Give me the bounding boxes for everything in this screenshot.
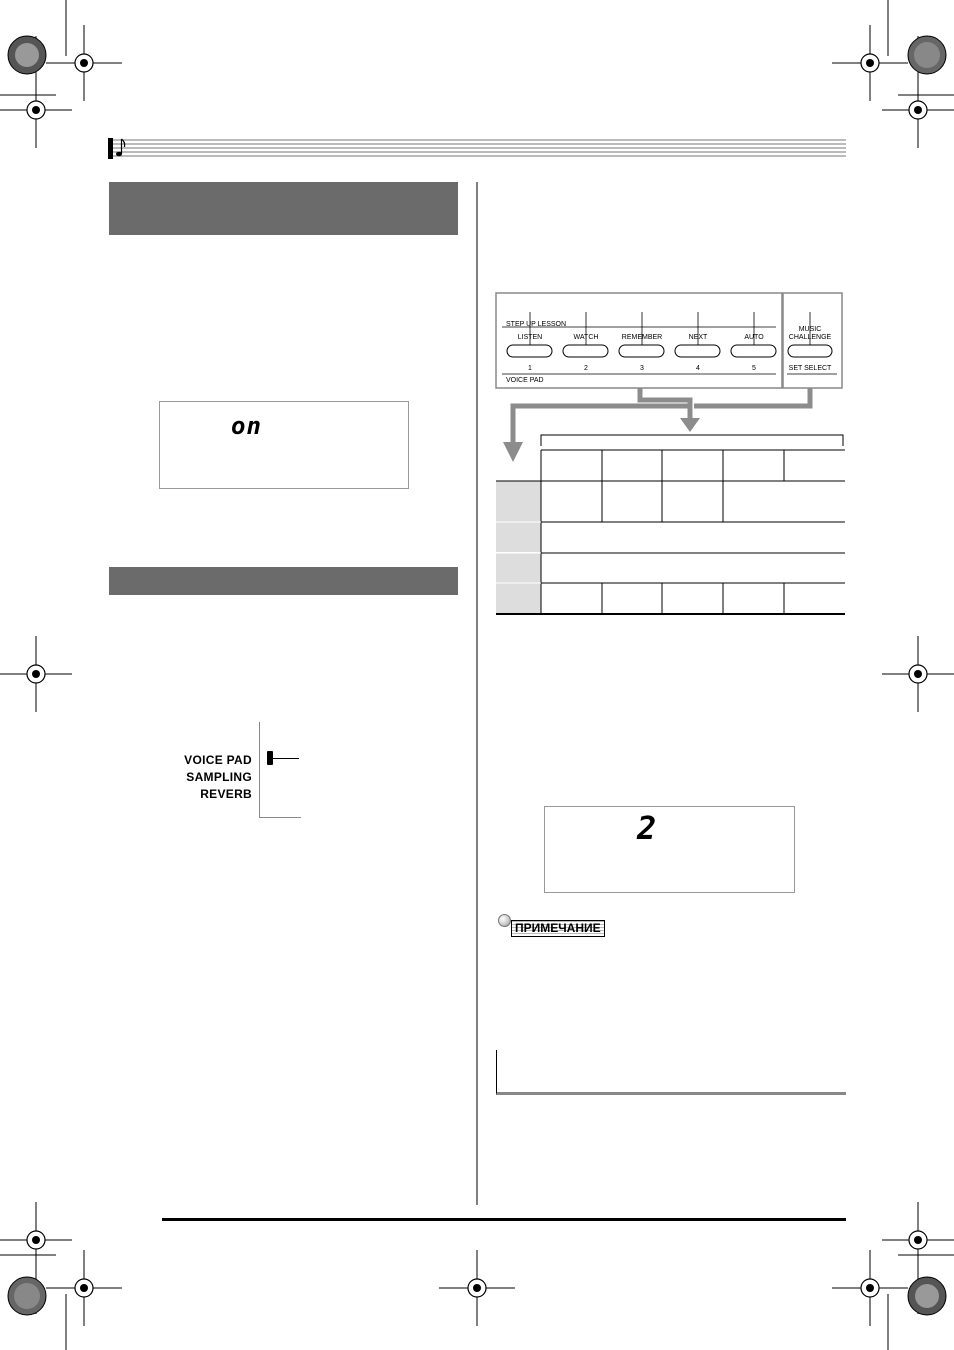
section-header-bar	[109, 182, 458, 235]
switch-label-sampling: SAMPLING	[186, 770, 252, 784]
arrow-path-b	[694, 388, 810, 406]
music-challenge-button[interactable]	[788, 345, 832, 357]
arrow-path-a	[640, 388, 690, 418]
switch-label-reverb: REVERB	[200, 787, 252, 801]
listen-button[interactable]	[507, 345, 552, 357]
auto-label: AUTO	[744, 334, 764, 341]
step-up-lesson-label: STEP UP LESSON	[506, 321, 567, 328]
arrow-head-left	[503, 442, 523, 462]
watch-button[interactable]	[563, 345, 608, 357]
challenge-label: CHALLENGE	[788, 334, 832, 341]
voice-pad-diagram	[494, 290, 846, 620]
pad-number-2: 2	[584, 365, 588, 372]
voice-pad-label: VOICE PAD	[506, 377, 544, 384]
next-button[interactable]	[675, 345, 720, 357]
lcd-value-top: on	[231, 412, 262, 440]
subsection-header-bar	[109, 567, 458, 595]
lcd-display-bottom	[544, 806, 795, 893]
listen-label: LISTEN	[517, 334, 543, 341]
note-label: ПРИМЕЧАНИЕ	[511, 920, 605, 937]
pad-number-4: 4	[696, 365, 700, 372]
next-label: NEXT	[688, 334, 708, 341]
watch-label: WATCH	[573, 334, 599, 341]
note-badge	[497, 914, 633, 938]
section-bracket-box	[496, 1050, 846, 1095]
set-table	[496, 450, 845, 614]
pad-number-3: 3	[640, 365, 644, 372]
switch-panel-bottom	[259, 817, 301, 818]
remember-button[interactable]	[619, 345, 664, 357]
lcd-value-bottom: 2	[637, 809, 657, 847]
music-label: MUSIC	[798, 326, 822, 333]
switch-label-voice-pad: VOICE PAD	[184, 753, 252, 767]
arrow-head-mid	[680, 418, 700, 432]
set-select-label: SET SELECT	[788, 365, 832, 372]
function-switch	[180, 722, 304, 820]
switch-panel-border	[259, 722, 260, 818]
lightbulb-icon	[498, 914, 511, 927]
pad-number-5: 5	[752, 365, 756, 372]
auto-button[interactable]	[731, 345, 776, 357]
pad-number-1: 1	[528, 365, 532, 372]
lcd-display-top	[159, 401, 409, 489]
switch-pointer-line	[273, 758, 299, 759]
arrow-path-c	[513, 400, 690, 442]
remember-label: REMEMBER	[621, 334, 663, 341]
